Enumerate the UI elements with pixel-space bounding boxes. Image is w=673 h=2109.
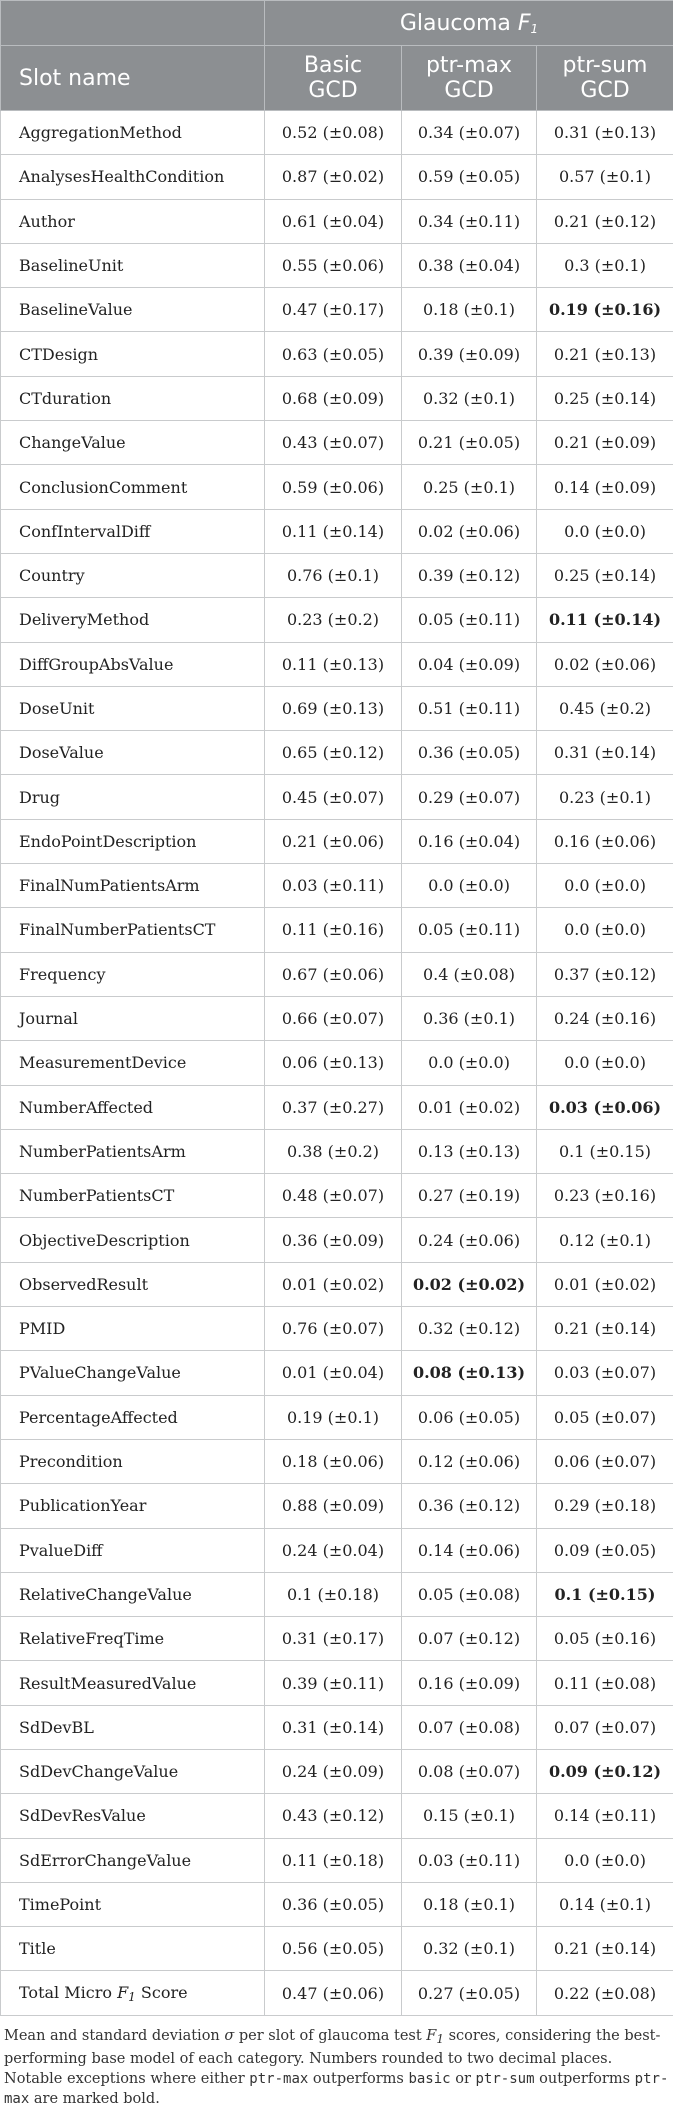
basic-gcd-cell: 0.36 (±0.09) <box>265 1218 402 1262</box>
ptr-sum-gcd-cell: 0.09 (±0.12) <box>537 1749 673 1793</box>
table-row <box>1 731 673 775</box>
table-row <box>1 199 673 243</box>
ptr-sum-gcd-cell: 0.45 (±0.2) <box>537 686 673 730</box>
slot-name-cell: NumberPatientsCT <box>1 1174 265 1218</box>
slot-name-cell: RelativeFreqTime <box>1 1617 265 1661</box>
table-row <box>1 1927 673 1971</box>
basic-gcd-cell: 0.48 (±0.07) <box>265 1174 402 1218</box>
table-row <box>1 819 673 863</box>
ptr-max-gcd-cell: 0.05 (±0.11) <box>402 598 537 642</box>
ptr-sum-gcd-cell: 0.06 (±0.07) <box>537 1439 673 1483</box>
basic-gcd-cell: 0.63 (±0.05) <box>265 332 402 376</box>
ptr-max-gcd-cell: 0.06 (±0.05) <box>402 1395 537 1439</box>
table-row <box>1 642 673 686</box>
ptr-max-gcd-cell: 0.29 (±0.07) <box>402 775 537 819</box>
table-row <box>1 1882 673 1926</box>
ptr-max-gcd-cell: 0.34 (±0.07) <box>402 111 537 155</box>
basic-gcd-cell: 0.01 (±0.02) <box>265 1262 402 1306</box>
table-row <box>1 376 673 420</box>
table-row <box>1 509 673 553</box>
ptr-sum-gcd-cell: 0.21 (±0.09) <box>537 421 673 465</box>
slot-name-cell: EndoPointDescription <box>1 819 265 863</box>
table-row <box>1 908 673 952</box>
ptr-max-gcd-cell: 0.08 (±0.13) <box>402 1351 537 1395</box>
basic-gcd-cell: 0.76 (±0.1) <box>265 553 402 597</box>
ptr-max-gcd-cell: 0.15 (±0.1) <box>402 1794 537 1838</box>
slot-name-cell: MeasurementDevice <box>1 1041 265 1085</box>
table-row <box>1 1218 673 1262</box>
basic-gcd-cell: 0.11 (±0.18) <box>265 1838 402 1882</box>
slot-name-cell: Precondition <box>1 1439 265 1483</box>
slot-name-header: Slot name <box>1 46 265 111</box>
table-row <box>1 864 673 908</box>
ptr-max-gcd-cell: 0.59 (±0.05) <box>402 155 537 199</box>
basic-gcd-cell: 0.43 (±0.12) <box>265 1794 402 1838</box>
ptr-max-gcd-cell: 0.36 (±0.05) <box>402 731 537 775</box>
ptr-max-gcd-cell: 0.32 (±0.1) <box>402 1927 537 1971</box>
ptr-sum-gcd-cell: 0.21 (±0.12) <box>537 199 673 243</box>
total-row <box>1 1971 673 2015</box>
ptr-max-gcd-cell: 0.07 (±0.12) <box>402 1617 537 1661</box>
group-header <box>265 1 673 46</box>
table-row <box>1 1484 673 1528</box>
total-ptr-max-cell: 0.27 (±0.05) <box>402 1971 537 2015</box>
ptr-max-gcd-cell: 0.32 (±0.1) <box>402 376 537 420</box>
ptr-sum-gcd-cell: 0.25 (±0.14) <box>537 376 673 420</box>
basic-gcd-cell: 0.65 (±0.12) <box>265 731 402 775</box>
table-row <box>1 1572 673 1616</box>
slot-name-cell: AnalysesHealthCondition <box>1 155 265 199</box>
slot-name-cell: Author <box>1 199 265 243</box>
basic-gcd-cell: 0.21 (±0.06) <box>265 819 402 863</box>
table-row <box>1 1174 673 1218</box>
ptr-max-gcd-cell: 0.39 (±0.12) <box>402 553 537 597</box>
slot-name-cell: Country <box>1 553 265 597</box>
ptr-sum-gcd-cell: 0.37 (±0.12) <box>537 952 673 996</box>
ptr-sum-gcd-cell: 0.05 (±0.16) <box>537 1617 673 1661</box>
ptr-sum-gcd-cell: 0.09 (±0.05) <box>537 1528 673 1572</box>
table-row <box>1 332 673 376</box>
slot-name-cell: SdDevBL <box>1 1705 265 1749</box>
slot-name-cell: RelativeChangeValue <box>1 1572 265 1616</box>
ptr-sum-gcd-cell: 0.31 (±0.13) <box>537 111 673 155</box>
slot-name-cell: DeliveryMethod <box>1 598 265 642</box>
ptr-sum-gcd-cell: 0.29 (±0.18) <box>537 1484 673 1528</box>
ptr-sum-gcd-cell: 0.16 (±0.06) <box>537 819 673 863</box>
slot-name-cell: TimePoint <box>1 1882 265 1926</box>
basic-gcd-cell: 0.47 (±0.17) <box>265 288 402 332</box>
slot-name-cell: ConclusionComment <box>1 465 265 509</box>
ptr-sum-gcd-cell: 0.07 (±0.07) <box>537 1705 673 1749</box>
slot-name-cell: AggregationMethod <box>1 111 265 155</box>
ptr-sum-gcd-cell: 0.0 (±0.0) <box>537 1838 673 1882</box>
slot-name-cell: PublicationYear <box>1 1484 265 1528</box>
ptr-sum-gcd-cell: 0.21 (±0.14) <box>537 1927 673 1971</box>
ptr-max-gcd-cell: 0.07 (±0.08) <box>402 1705 537 1749</box>
table-caption: Mean and standard deviation σ per slot of glaucoma test $F_1$ scores, considering the best-performing base model of each category. Numbers rounded to two decimal places. Notable exceptions where either ptr-max outperforms basic or ptr-sum outperforms ptr-max are marked bold. <box>0 2016 673 2109</box>
slot-name-cell: SdDevChangeValue <box>1 1749 265 1793</box>
ptr-max-gcd-cell: 0.05 (±0.11) <box>402 908 537 952</box>
basic-gcd-cell: 0.59 (±0.06) <box>265 465 402 509</box>
table-row <box>1 1794 673 1838</box>
basic-gcd-cell: 0.56 (±0.05) <box>265 1927 402 1971</box>
slot-name-cell: FinalNumberPatientsCT <box>1 908 265 952</box>
ptr-sum-gcd-cell: 0.01 (±0.02) <box>537 1262 673 1306</box>
table-body <box>1 111 673 2016</box>
basic-gcd-cell: 0.03 (±0.11) <box>265 864 402 908</box>
ptr-max-gcd-cell: 0.14 (±0.06) <box>402 1528 537 1572</box>
table-row <box>1 686 673 730</box>
basic-gcd-cell: 0.87 (±0.02) <box>265 155 402 199</box>
table-row <box>1 1617 673 1661</box>
table-row <box>1 1307 673 1351</box>
slot-name-cell: SdDevResValue <box>1 1794 265 1838</box>
table-row <box>1 155 673 199</box>
basic-gcd-cell: 0.52 (±0.08) <box>265 111 402 155</box>
slot-name-cell: ChangeValue <box>1 421 265 465</box>
ptr-sum-gcd-cell: 0.57 (±0.1) <box>537 155 673 199</box>
basic-gcd-cell: 0.67 (±0.06) <box>265 952 402 996</box>
table-row <box>1 1041 673 1085</box>
ptr-max-gcd-cell: 0.25 (±0.1) <box>402 465 537 509</box>
basic-gcd-cell: 0.45 (±0.07) <box>265 775 402 819</box>
column-header-ptr-sum: ptr-sum GCD <box>537 46 673 111</box>
ptr-max-gcd-cell: 0.32 (±0.12) <box>402 1307 537 1351</box>
slot-name-cell: NumberAffected <box>1 1085 265 1129</box>
ptr-max-gcd-cell: 0.16 (±0.09) <box>402 1661 537 1705</box>
table-row <box>1 996 673 1040</box>
table-row <box>1 1661 673 1705</box>
basic-gcd-cell: 0.24 (±0.04) <box>265 1528 402 1572</box>
group-title-sub: 1 <box>531 22 539 36</box>
ptr-max-gcd-cell: 0.38 (±0.04) <box>402 243 537 287</box>
slot-name-cell: CTduration <box>1 376 265 420</box>
table-row <box>1 952 673 996</box>
table-row <box>1 598 673 642</box>
basic-gcd-cell: 0.37 (±0.27) <box>265 1085 402 1129</box>
table-row <box>1 421 673 465</box>
basic-gcd-cell: 0.11 (±0.16) <box>265 908 402 952</box>
ptr-max-gcd-cell: 0.21 (±0.05) <box>402 421 537 465</box>
ptr-sum-gcd-cell: 0.11 (±0.08) <box>537 1661 673 1705</box>
ptr-sum-gcd-cell: 0.1 (±0.15) <box>537 1129 673 1173</box>
ptr-sum-gcd-cell: 0.25 (±0.14) <box>537 553 673 597</box>
ptr-sum-gcd-cell: 0.24 (±0.16) <box>537 996 673 1040</box>
ptr-max-gcd-cell: 0.18 (±0.1) <box>402 288 537 332</box>
ptr-max-gcd-cell: 0.08 (±0.07) <box>402 1749 537 1793</box>
slot-name-cell: PValueChangeValue <box>1 1351 265 1395</box>
basic-gcd-cell: 0.66 (±0.07) <box>265 996 402 1040</box>
basic-gcd-cell: 0.19 (±0.1) <box>265 1395 402 1439</box>
ptr-max-gcd-cell: 0.0 (±0.0) <box>402 1041 537 1085</box>
ptr-sum-gcd-cell: 0.05 (±0.07) <box>537 1395 673 1439</box>
basic-gcd-cell: 0.06 (±0.13) <box>265 1041 402 1085</box>
header-blank-cell <box>1 1 265 46</box>
ptr-sum-gcd-cell: 0.12 (±0.1) <box>537 1218 673 1262</box>
ptr-sum-gcd-cell: 0.11 (±0.14) <box>537 598 673 642</box>
table-row <box>1 465 673 509</box>
total-ptr-sum-cell: 0.22 (±0.08) <box>537 1971 673 2015</box>
ptr-max-gcd-cell: 0.16 (±0.04) <box>402 819 537 863</box>
ptr-sum-gcd-cell: 0.14 (±0.1) <box>537 1882 673 1926</box>
basic-gcd-cell: 0.69 (±0.13) <box>265 686 402 730</box>
basic-gcd-cell: 0.01 (±0.04) <box>265 1351 402 1395</box>
ptr-sum-gcd-cell: 0.03 (±0.06) <box>537 1085 673 1129</box>
ptr-max-gcd-cell: 0.18 (±0.1) <box>402 1882 537 1926</box>
slot-name-cell: ObjectiveDescription <box>1 1218 265 1262</box>
ptr-max-gcd-cell: 0.05 (±0.08) <box>402 1572 537 1616</box>
slot-name-cell: BaselineUnit <box>1 243 265 287</box>
ptr-sum-gcd-cell: 0.03 (±0.07) <box>537 1351 673 1395</box>
slot-name-cell: ResultMeasuredValue <box>1 1661 265 1705</box>
ptr-max-gcd-cell: 0.4 (±0.08) <box>402 952 537 996</box>
slot-name-cell: DoseUnit <box>1 686 265 730</box>
slot-name-cell: PvalueDiff <box>1 1528 265 1572</box>
ptr-max-gcd-cell: 0.03 (±0.11) <box>402 1838 537 1882</box>
table-row <box>1 1705 673 1749</box>
basic-gcd-cell: 0.31 (±0.14) <box>265 1705 402 1749</box>
ptr-max-gcd-cell: 0.0 (±0.0) <box>402 864 537 908</box>
table-row <box>1 1351 673 1395</box>
basic-gcd-cell: 0.1 (±0.18) <box>265 1572 402 1616</box>
table-row <box>1 1262 673 1306</box>
slot-name-cell: SdErrorChangeValue <box>1 1838 265 1882</box>
basic-gcd-cell: 0.76 (±0.07) <box>265 1307 402 1351</box>
group-title-var: F <box>518 11 531 36</box>
slot-name-cell: ObservedResult <box>1 1262 265 1306</box>
ptr-max-gcd-cell: 0.12 (±0.06) <box>402 1439 537 1483</box>
slot-name-cell: NumberPatientsArm <box>1 1129 265 1173</box>
table-row <box>1 1085 673 1129</box>
ptr-max-gcd-cell: 0.36 (±0.1) <box>402 996 537 1040</box>
table-row <box>1 288 673 332</box>
table-header <box>1 1 673 111</box>
ptr-max-gcd-cell: 0.01 (±0.02) <box>402 1085 537 1129</box>
basic-gcd-cell: 0.18 (±0.06) <box>265 1439 402 1483</box>
basic-gcd-cell: 0.61 (±0.04) <box>265 199 402 243</box>
ptr-max-gcd-cell: 0.24 (±0.06) <box>402 1218 537 1262</box>
basic-gcd-cell: 0.24 (±0.09) <box>265 1749 402 1793</box>
ptr-max-gcd-cell: 0.02 (±0.02) <box>402 1262 537 1306</box>
table-row <box>1 1838 673 1882</box>
ptr-sum-gcd-cell: 0.0 (±0.0) <box>537 1041 673 1085</box>
ptr-sum-gcd-cell: 0.31 (±0.14) <box>537 731 673 775</box>
ptr-max-gcd-cell: 0.13 (±0.13) <box>402 1129 537 1173</box>
ptr-sum-gcd-cell: 0.19 (±0.16) <box>537 288 673 332</box>
ptr-sum-gcd-cell: 0.3 (±0.1) <box>537 243 673 287</box>
slot-name-cell: PMID <box>1 1307 265 1351</box>
ptr-sum-gcd-cell: 0.21 (±0.13) <box>537 332 673 376</box>
ptr-max-gcd-cell: 0.02 (±0.06) <box>402 509 537 553</box>
group-title: Glaucoma <box>400 11 511 36</box>
ptr-sum-gcd-cell: 0.23 (±0.16) <box>537 1174 673 1218</box>
ptr-max-gcd-cell: 0.27 (±0.19) <box>402 1174 537 1218</box>
slot-name-cell: ConfIntervalDiff <box>1 509 265 553</box>
basic-gcd-cell: 0.43 (±0.07) <box>265 421 402 465</box>
slot-name-cell: DiffGroupAbsValue <box>1 642 265 686</box>
slot-name-cell: Drug <box>1 775 265 819</box>
ptr-max-gcd-cell: 0.04 (±0.09) <box>402 642 537 686</box>
table-row <box>1 1129 673 1173</box>
table-row <box>1 553 673 597</box>
slot-name-cell: Frequency <box>1 952 265 996</box>
table-row <box>1 1395 673 1439</box>
ptr-sum-gcd-cell: 0.1 (±0.15) <box>537 1572 673 1616</box>
ptr-max-gcd-cell: 0.34 (±0.11) <box>402 199 537 243</box>
basic-gcd-cell: 0.88 (±0.09) <box>265 1484 402 1528</box>
ptr-sum-gcd-cell: 0.0 (±0.0) <box>537 908 673 952</box>
ptr-sum-gcd-cell: 0.21 (±0.14) <box>537 1307 673 1351</box>
ptr-sum-gcd-cell: 0.0 (±0.0) <box>537 509 673 553</box>
basic-gcd-cell: 0.31 (±0.17) <box>265 1617 402 1661</box>
table-row <box>1 1528 673 1572</box>
total-basic-cell: 0.47 (±0.06) <box>265 1971 402 2015</box>
total-label-cell: Total Micro $F_1$ Score <box>1 1971 265 2015</box>
basic-gcd-cell: 0.39 (±0.11) <box>265 1661 402 1705</box>
ptr-sum-gcd-cell: 0.02 (±0.06) <box>537 642 673 686</box>
slot-name-cell: CTDesign <box>1 332 265 376</box>
slot-name-cell: Journal <box>1 996 265 1040</box>
basic-gcd-cell: 0.68 (±0.09) <box>265 376 402 420</box>
ptr-sum-gcd-cell: 0.0 (±0.0) <box>537 864 673 908</box>
basic-gcd-cell: 0.36 (±0.05) <box>265 1882 402 1926</box>
table-row <box>1 1439 673 1483</box>
basic-gcd-cell: 0.23 (±0.2) <box>265 598 402 642</box>
ptr-sum-gcd-cell: 0.14 (±0.09) <box>537 465 673 509</box>
slot-name-cell: FinalNumPatientsArm <box>1 864 265 908</box>
slot-name-cell: DoseValue <box>1 731 265 775</box>
basic-gcd-cell: 0.11 (±0.14) <box>265 509 402 553</box>
table-row <box>1 1749 673 1793</box>
ptr-sum-gcd-cell: 0.23 (±0.1) <box>537 775 673 819</box>
ptr-max-gcd-cell: 0.39 (±0.09) <box>402 332 537 376</box>
table-row <box>1 775 673 819</box>
column-header-basic: Basic GCD <box>265 46 402 111</box>
slot-name-cell: Title <box>1 1927 265 1971</box>
basic-gcd-cell: 0.55 (±0.06) <box>265 243 402 287</box>
basic-gcd-cell: 0.11 (±0.13) <box>265 642 402 686</box>
basic-gcd-cell: 0.38 (±0.2) <box>265 1129 402 1173</box>
column-header-ptr-max: ptr-max GCD <box>402 46 537 111</box>
ptr-max-gcd-cell: 0.51 (±0.11) <box>402 686 537 730</box>
slot-name-cell: PercentageAffected <box>1 1395 265 1439</box>
table-row <box>1 243 673 287</box>
ptr-max-gcd-cell: 0.36 (±0.12) <box>402 1484 537 1528</box>
ptr-sum-gcd-cell: 0.14 (±0.11) <box>537 1794 673 1838</box>
slot-name-cell: BaselineValue <box>1 288 265 332</box>
table-row <box>1 111 673 155</box>
